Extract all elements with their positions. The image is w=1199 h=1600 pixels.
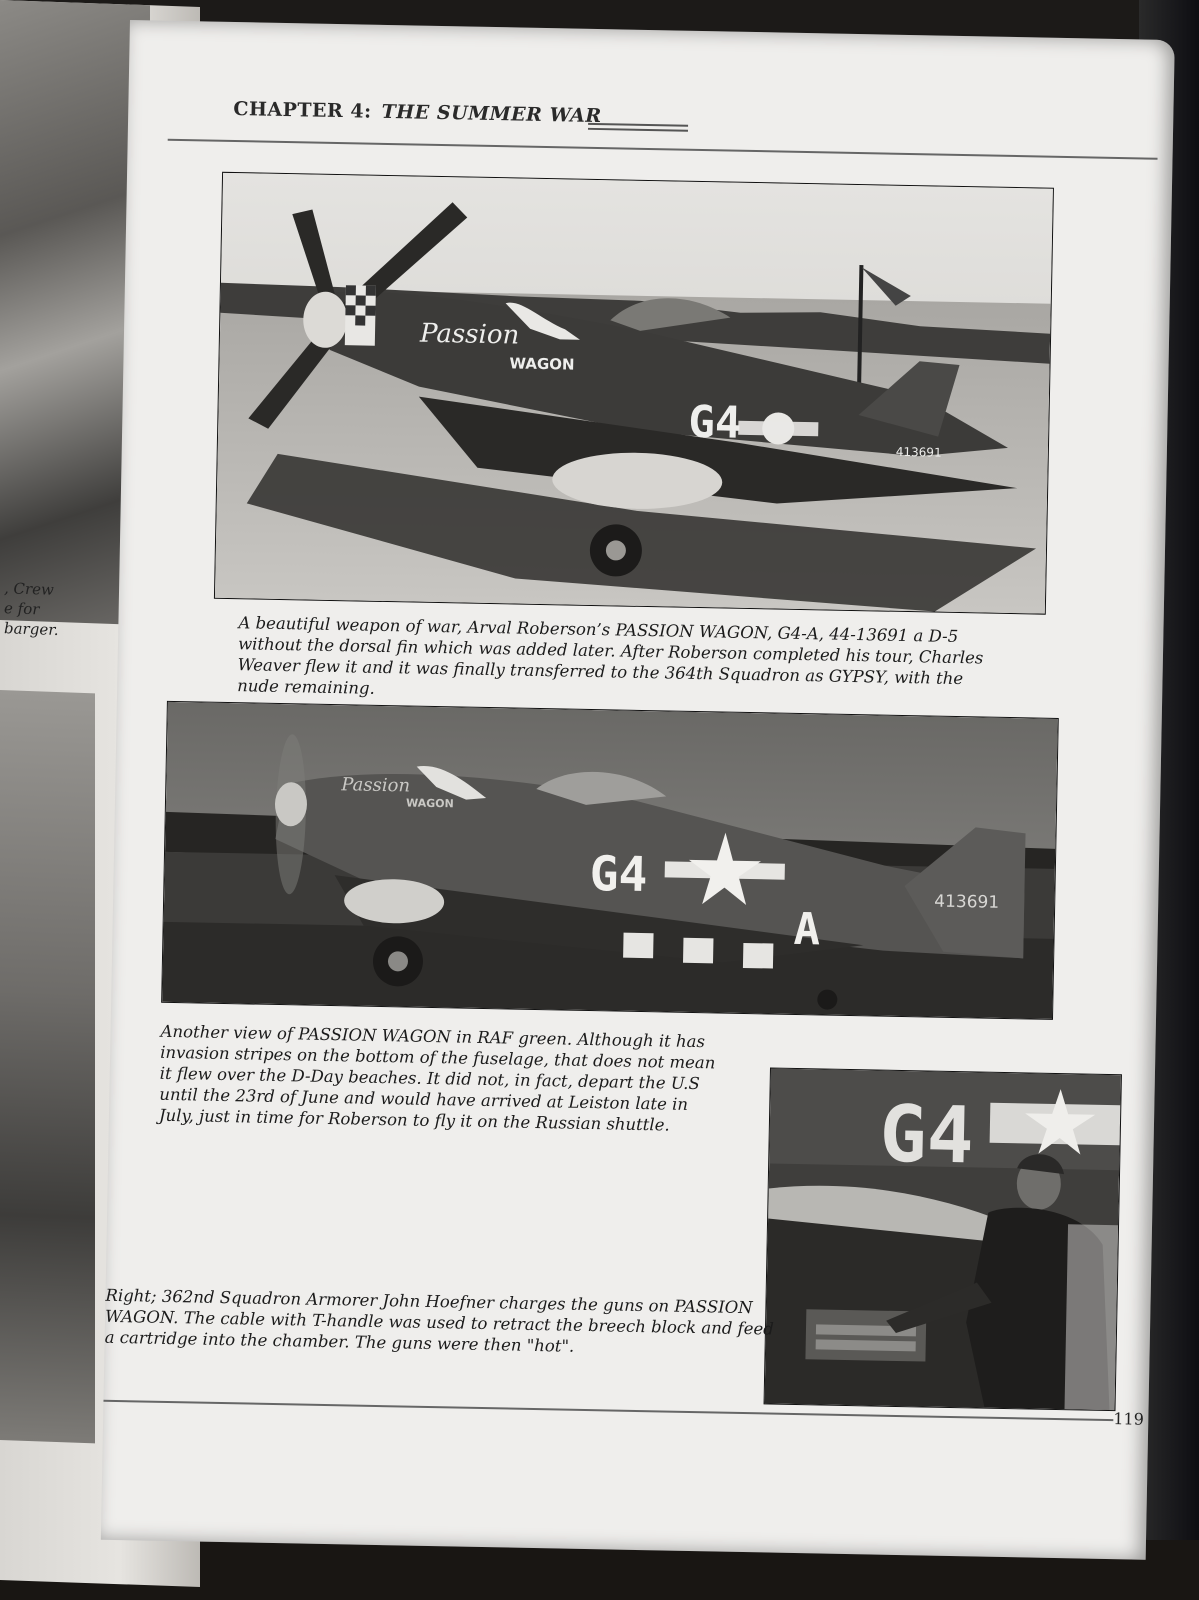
- chapter-header: [233, 98, 602, 127]
- serial-number: 413691: [934, 891, 1000, 913]
- left-page-photo-bottom: [0, 690, 95, 1443]
- squadron-code: G4: [687, 396, 742, 449]
- photo-armorer-charging-guns: [764, 1067, 1122, 1411]
- squadron-code: G4: [589, 845, 649, 904]
- left-caption-line: e for: [4, 599, 40, 619]
- photo-2-illustration: [162, 702, 1058, 1019]
- photo-3-illustration: [765, 1068, 1121, 1410]
- photo-1-caption: A beautiful weapon of war, Arval Roberson’s PASSION WAGON, G4-A, 44-13691 a D-5 without the dorsal fin which was added later. After Roberson completed his tour, Charles Weaver flew it and it was finally transferred to the 364th Squadron as GYPSY, with the nude remaining.: [237, 613, 984, 698]
- chapter-title: THE SUMMER WAR: [381, 100, 602, 128]
- left-caption-line: barger.: [4, 619, 59, 640]
- book-page: [101, 20, 1175, 1560]
- left-page-caption-fragment: [4, 578, 64, 640]
- header-double-rule: [588, 123, 688, 132]
- nose-art-label: WAGON: [405, 796, 454, 811]
- page-number: 119: [1113, 1409, 1145, 1429]
- photo-p51-passion-wagon-front: [214, 172, 1054, 615]
- nose-art-label: WAGON: [509, 354, 575, 374]
- squadron-code: G4: [878, 1089, 975, 1182]
- left-caption-line: , Crew: [4, 579, 54, 599]
- nose-art-script: Passion: [419, 318, 520, 351]
- aircraft-letter: A: [793, 903, 821, 956]
- photo-2-caption: Another view of PASSION WAGON in RAF green. Although it has invasion stripes on the bottom of the fuselage, that does not mean it flew over the D-Day beaches. It did not, in fact, depart the U.S until the 23rd of June and would have arrived at Leiston late in July, just in time for Roberson to fly it on the Russian shuttle.: [158, 1021, 716, 1135]
- chapter-label: CHAPTER 4:: [233, 98, 372, 123]
- serial-number: 413691: [895, 444, 942, 460]
- nose-art-script: Passion: [341, 774, 411, 797]
- photo-3-caption: Right; 362nd Squadron Armorer John Hoefner charges the guns on PASSION WAGON. The cable with T-handle was used to retract the breech block and feed a cartridge into the chamber. The guns were then "hot".: [104, 1285, 775, 1356]
- photo-p51-passion-wagon-side: [161, 701, 1059, 1020]
- header-rule: [168, 139, 1158, 160]
- photo-1-illustration: [215, 173, 1053, 614]
